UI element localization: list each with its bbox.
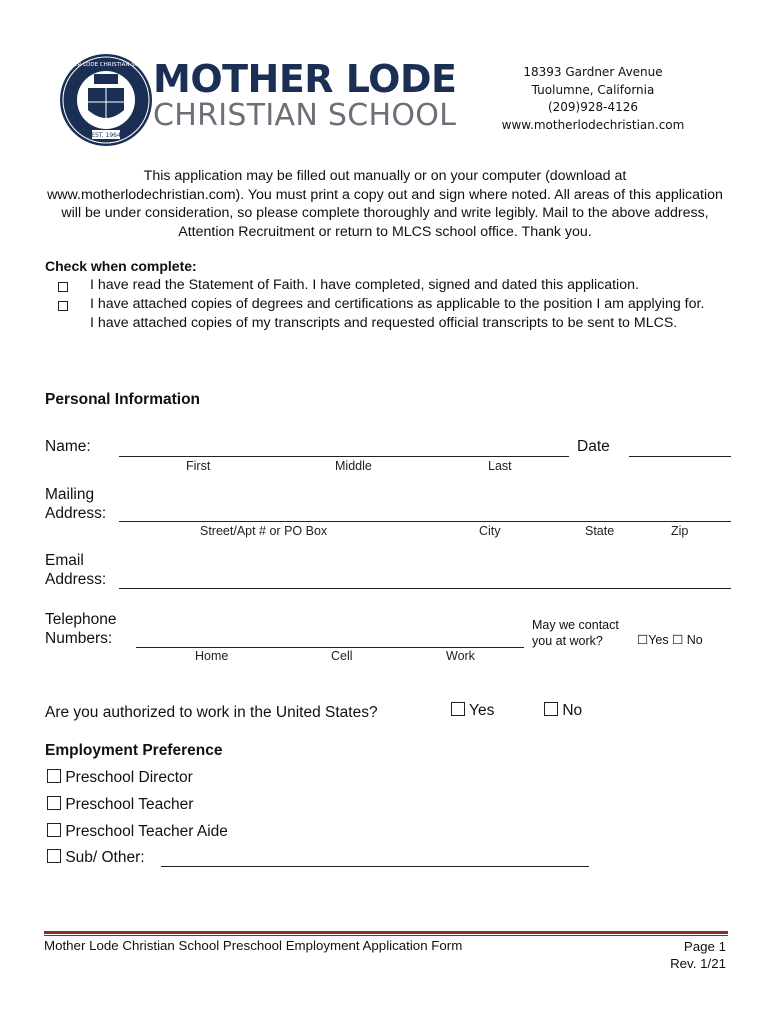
preference-checkbox[interactable] <box>47 849 61 863</box>
phone-label-line1: Telephone <box>45 611 117 628</box>
name-label: Name: <box>45 438 91 455</box>
mailing-street-caption: Street/Apt # or PO Box <box>200 524 328 538</box>
mailing-state-caption: State <box>585 524 615 538</box>
checklist-heading: Check when complete: <box>45 258 197 274</box>
authorized-no-checkbox[interactable] <box>544 702 558 716</box>
footer-rule <box>44 931 728 934</box>
authorized-no-option[interactable] <box>544 701 582 721</box>
mailing-address-field[interactable] <box>119 521 731 522</box>
date-field[interactable] <box>629 456 731 457</box>
checklist-item-2: I have attached copies of degrees and certifications as applicable to the position I am applying for. I have attached copies of my transcripts and requested official transcripts to be sent to MLCS. <box>90 296 705 331</box>
checklist-item-1: I have read the Statement of Faith. I have completed, signed and dated this application. <box>90 277 639 293</box>
address-phone: (209)928-4126 <box>547 100 639 114</box>
preference-label: Preschool Teacher Aide <box>65 823 228 840</box>
checklist-checkbox-1[interactable] <box>58 278 68 297</box>
name-last-caption: Last <box>488 459 512 473</box>
authorized-no-label: No <box>562 702 583 719</box>
personal-info-heading: Personal Information <box>45 391 201 408</box>
school-seal-logo <box>58 52 154 148</box>
preference-label: Preschool Teacher <box>65 796 194 813</box>
name-first-caption: First <box>186 459 211 473</box>
preference-checkbox[interactable] <box>47 796 61 810</box>
preference-preschool-teacher-aide[interactable] <box>47 823 228 841</box>
authorized-yes-checkbox[interactable] <box>451 702 465 716</box>
employment-preference-heading: Employment Preference <box>45 742 223 759</box>
authorized-yes-option[interactable] <box>451 701 494 721</box>
footer-revision: Rev. 1/21 <box>670 956 726 971</box>
preference-preschool-teacher[interactable] <box>47 796 193 814</box>
school-address <box>498 64 688 134</box>
footer-rule-thin <box>44 935 728 936</box>
contact-question-line2: you at work? <box>532 633 603 648</box>
email-label-line1: Email <box>45 552 84 569</box>
sub-other-field[interactable] <box>161 866 589 867</box>
preference-checkbox[interactable] <box>47 769 61 783</box>
school-name-line2: CHRISTIAN SCHOOL <box>153 98 457 133</box>
footer-page-info <box>670 938 726 972</box>
email-field[interactable] <box>119 588 731 589</box>
footer-form-title: Mother Lode Christian School Preschool Employment Application Form <box>44 938 463 953</box>
footer-page-number: Page 1 <box>683 939 726 954</box>
phone-cell-caption: Cell <box>331 649 353 663</box>
address-street: 18393 Gardner Avenue <box>523 65 663 79</box>
intro-paragraph: This application may be filled out manually or on your computer (download at www.motherlodechristian.com). You must print a copy out and sign where noted. All areas of this application will be under consideration, so please complete thoroughly and write legibly. Mail to the above address, Attention Recruitment or return to MLCS school office. Thank you. <box>47 168 723 241</box>
mailing-label-line2: Address: <box>45 505 107 522</box>
phone-label-line2: Numbers: <box>45 630 113 647</box>
preference-label: Sub/ Other: <box>65 849 145 866</box>
address-website: www.motherlodechristian.com <box>501 117 685 132</box>
phone-home-caption: Home <box>195 649 229 663</box>
address-city: Tuolumne, California <box>531 82 655 97</box>
preference-preschool-director[interactable] <box>47 769 193 787</box>
email-label-line2: Address: <box>45 571 107 588</box>
school-name-line1: MOTHER LODE <box>153 57 457 101</box>
contact-at-work-question <box>532 618 619 649</box>
checklist-checkbox-2[interactable] <box>58 297 68 316</box>
contact-question-line1: May we contact <box>532 618 619 632</box>
svg-text:EST. 1964: EST. 1964 <box>91 132 121 139</box>
contact-at-work-options[interactable]: ☐Yes ☐ No <box>637 633 703 647</box>
phone-field[interactable] <box>136 647 524 648</box>
name-middle-caption: Middle <box>335 459 372 473</box>
name-field[interactable] <box>119 456 569 457</box>
mailing-label-line1: Mailing <box>45 486 95 503</box>
authorized-yes-label: Yes <box>469 702 495 719</box>
work-authorization-question: Are you authorized to work in the United States? <box>45 704 378 721</box>
preference-sub-other[interactable] <box>47 849 145 867</box>
mailing-city-caption: City <box>479 524 501 538</box>
phone-work-caption: Work <box>446 649 475 663</box>
preference-label: Preschool Director <box>65 769 193 786</box>
svg-text:MOTHER LODE CHRISTIAN SCHOOL: MOTHER LODE CHRISTIAN SCHOOL <box>58 62 154 68</box>
preference-checkbox[interactable] <box>47 823 61 837</box>
mailing-zip-caption: Zip <box>671 524 689 538</box>
date-label: Date <box>577 438 610 455</box>
